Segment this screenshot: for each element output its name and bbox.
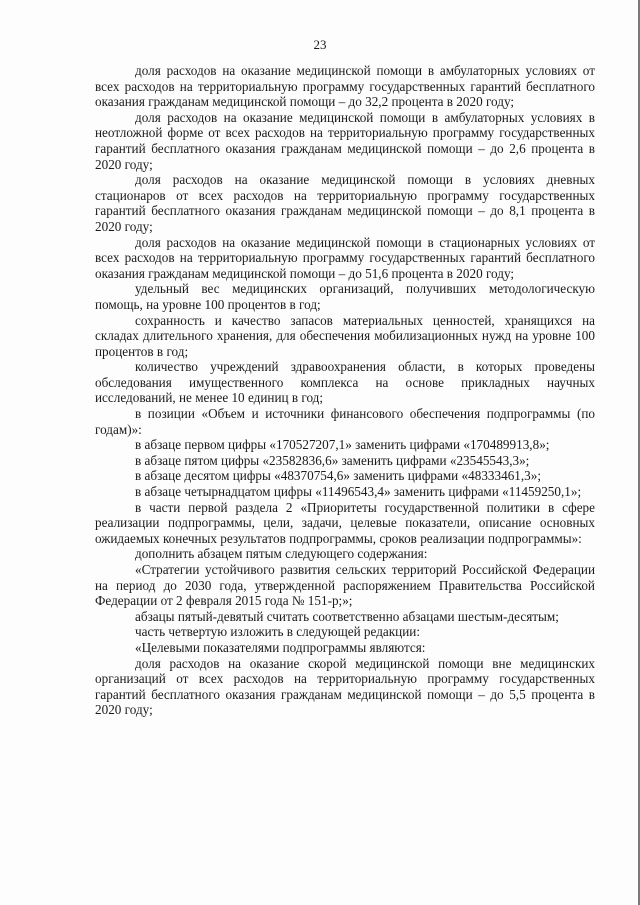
paragraph: абзацы пятый-девятый считать соответственно абзацами шестым-десятым;: [135, 608, 559, 624]
paragraph: доля расходов на оказание медицинской помощи в амбулаторных условиях в неотложной форме от всех расходов на территориальную программу государственных гарантий бесплатного оказания гражданам медицинской помощи – до 2,6 процента в 2020 году;: [95, 109, 595, 172]
document-body: [95, 63, 595, 718]
paragraph: в абзаце десятом цифры «48370754,6» заменить цифрами «48333461,3»;: [135, 468, 542, 484]
paragraph: в позиции «Объем и источники финансового обеспечения подпрограммы (по годам)»:: [95, 406, 595, 437]
page-number: 23: [313, 37, 327, 52]
paragraph: «Целевыми показателями подпрограммы являются:: [135, 639, 426, 655]
paragraph: дополнить абзацем пятым следующего содержания:: [135, 546, 428, 562]
paragraph: в абзаце первом цифры «170527207,1» заменить цифрами «170489913,8»;: [135, 437, 550, 453]
paragraph: часть четвертую изложить в следующей редакции:: [135, 624, 421, 640]
paragraph: в части первой раздела 2 «Приоритеты государственной политики в сфере реализации подпрограммы, цели, задачи, целевые показатели, описание основных ожидаемых конечных результатов подпрограммы, сроков реализации подпрограммы»:: [95, 499, 595, 546]
paragraph: доля расходов на оказание медицинской помощи в стационарных условиях от всех расходов на территориальную программу государственных гарантий бесплатного оказания гражданам медицинской помощи – до 51,6 процента в 2020 году;: [95, 234, 595, 281]
paragraph: количество учреждений здравоохранения области, в которых проведены обследования имущественного комплекса на основе прикладных научных исследований, не менее 10 единиц в год;: [95, 359, 595, 406]
paragraph: удельный вес медицинских организаций, получивших методологическую помощь, на уровне 100 процентов в год;: [95, 281, 595, 312]
paragraph: доля расходов на оказание медицинской помощи в условиях дневных стационаров от всех расходов на территориальную программу государственных гарантий бесплатного оказания гражданам медицинской помощи – до 8,1 процента в 2020 году;: [95, 172, 595, 234]
paragraph: доля расходов на оказание медицинской помощи в амбулаторных условиях от всех расходов на территориальную программу государственных гарантий бесплатного оказания гражданам медицинской помощи – до 32,2 процента в 2020 году;: [95, 63, 595, 110]
paragraph: в абзаце пятом цифры «23582836,6» заменить цифрами «23545543,3»;: [135, 452, 530, 468]
paragraph: сохранность и качество запасов материальных ценностей, хранящихся на складах длительного хранения, для обеспечения мобилизационных нужд на уровне 100 процентов в год;: [95, 312, 595, 359]
paragraph: в абзаце четырнадцатом цифры «11496543,4» заменить цифрами «11459250,1»;: [135, 484, 582, 500]
paragraph: «Стратегии устойчивого развития сельских территорий Российской Федерации на период до 2030 года, утвержденной распоряжением Правительства Российской Федерации от 2 февраля 2015 года № 151-р;»;: [95, 562, 595, 609]
paragraph: доля расходов на оказание скорой медицинской помощи вне медицинских организаций от всех расходов на территориальную программу государственных гарантий бесплатного оказания гражданам медицинской помощи – до 5,5 процента в 2020 году;: [95, 655, 595, 718]
